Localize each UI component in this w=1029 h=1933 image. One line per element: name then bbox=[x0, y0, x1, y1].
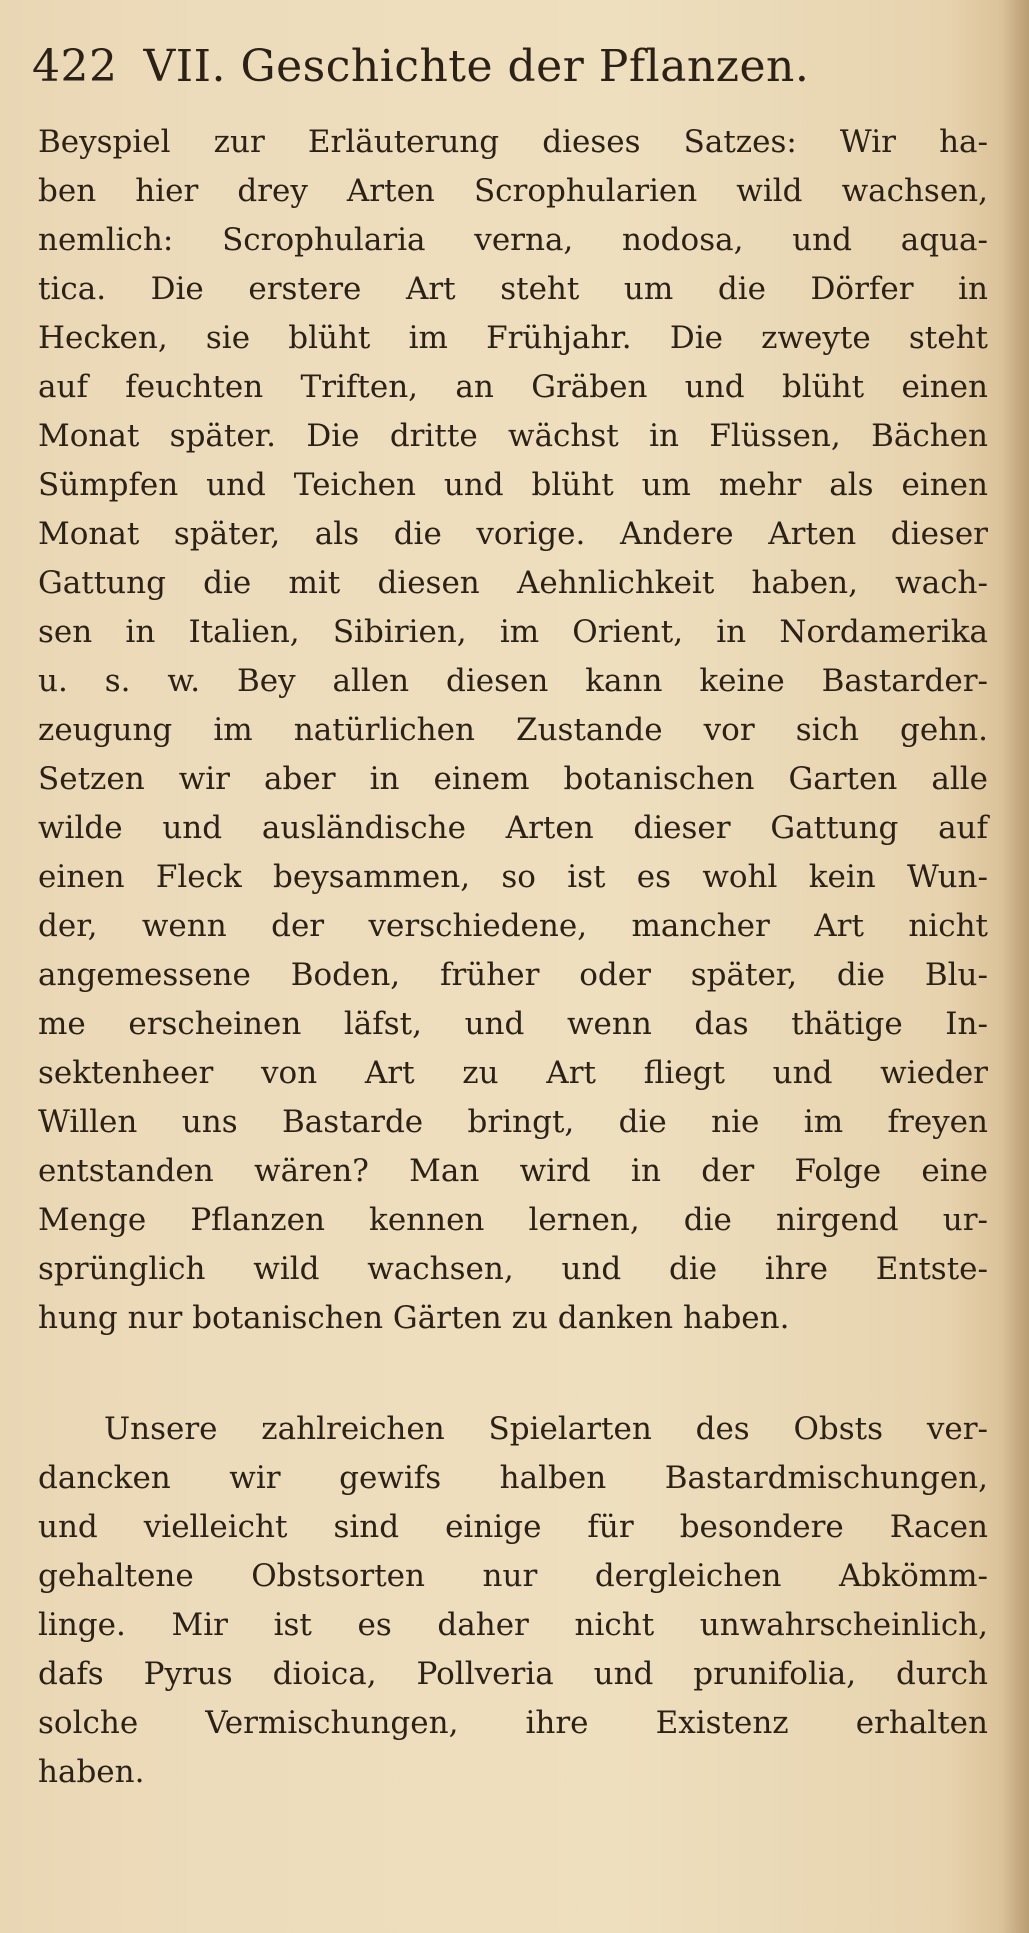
text-line: me erscheinen läfst, und wenn das thätige In- bbox=[38, 1006, 988, 1042]
chapter-title: VII. Geschichte der Pflanzen. bbox=[143, 41, 810, 92]
text-line: gehaltene Obstsorten nur dergleichen Abkömm- bbox=[38, 1558, 988, 1594]
text-line: und vielleicht sind einige für besondere Racen bbox=[38, 1509, 988, 1545]
running-head bbox=[32, 38, 932, 96]
text-line: ben hier drey Arten Scrophularien wild wachsen, bbox=[38, 173, 988, 209]
text-line: sen in Italien, Sibirien, im Orient, in Nordamerika bbox=[38, 614, 988, 650]
text-line: auf feuchten Triften, an Gräben und blüht einen bbox=[38, 369, 988, 405]
text-line: dafs Pyrus dioica, Pollveria und prunifolia, durch bbox=[38, 1656, 988, 1692]
text-line: dancken wir gewifs halben Bastardmischungen, bbox=[38, 1460, 988, 1496]
text-line: Willen uns Bastarde bringt, die nie im freyen bbox=[38, 1104, 988, 1140]
text-line: wilde und ausländische Arten dieser Gattung auf bbox=[38, 810, 988, 846]
text-line: Menge Pflanzen kennen lernen, die nirgend ur- bbox=[38, 1202, 988, 1238]
text-line: der, wenn der verschiedene, mancher Art nicht bbox=[38, 908, 988, 944]
paragraph-2 bbox=[38, 1405, 988, 1797]
text-line: tica. Die erstere Art steht um die Dörfer in bbox=[38, 271, 988, 307]
text-line: linge. Mir ist es daher nicht unwahrscheinlich, bbox=[38, 1607, 988, 1643]
text-line: entstanden wären? Man wird in der Folge eine bbox=[38, 1153, 988, 1189]
text-line: u. s. w. Bey allen diesen kann keine Bastarder- bbox=[38, 663, 988, 699]
text-line: solche Vermischungen, ihre Existenz erhalten bbox=[38, 1705, 988, 1741]
text-line: Sümpfen und Teichen und blüht um mehr als einen bbox=[38, 467, 988, 503]
text-line: zeugung im natürlichen Zustande vor sich gehn. bbox=[38, 712, 988, 748]
text-line: sektenheer von Art zu Art fliegt und wieder bbox=[38, 1055, 988, 1091]
text-line: Monat später. Die dritte wächst in Flüssen, Bächen bbox=[38, 418, 988, 454]
paragraph-spacer bbox=[38, 1343, 988, 1405]
text-line: haben. bbox=[38, 1754, 145, 1790]
page-number: 422 bbox=[32, 41, 118, 92]
paragraph-1 bbox=[38, 118, 988, 1343]
text-line: sprünglich wild wachsen, und die ihre Entste- bbox=[38, 1251, 988, 1287]
body-text bbox=[38, 118, 988, 1797]
text-line: Monat später, als die vorige. Andere Arten dieser bbox=[38, 516, 988, 552]
text-line: Unsere zahlreichen Spielarten des Obsts ver- bbox=[104, 1411, 988, 1447]
text-line: Hecken, sie blüht im Frühjahr. Die zweyte steht bbox=[38, 320, 988, 356]
text-line: nemlich: Scrophularia verna, nodosa, und aqua- bbox=[38, 222, 988, 258]
text-line: angemessene Boden, früher oder später, die Blu- bbox=[38, 957, 988, 993]
text-line: Gattung die mit diesen Aehnlichkeit haben, wach- bbox=[38, 565, 988, 601]
text-line: einen Fleck beysammen, so ist es wohl kein Wun- bbox=[38, 859, 988, 895]
text-line: Setzen wir aber in einem botanischen Garten alle bbox=[38, 761, 988, 797]
text-line: hung nur botanischen Gärten zu danken haben. bbox=[38, 1300, 790, 1336]
text-line: Beyspiel zur Erläuterung dieses Satzes: Wir ha- bbox=[38, 124, 988, 160]
